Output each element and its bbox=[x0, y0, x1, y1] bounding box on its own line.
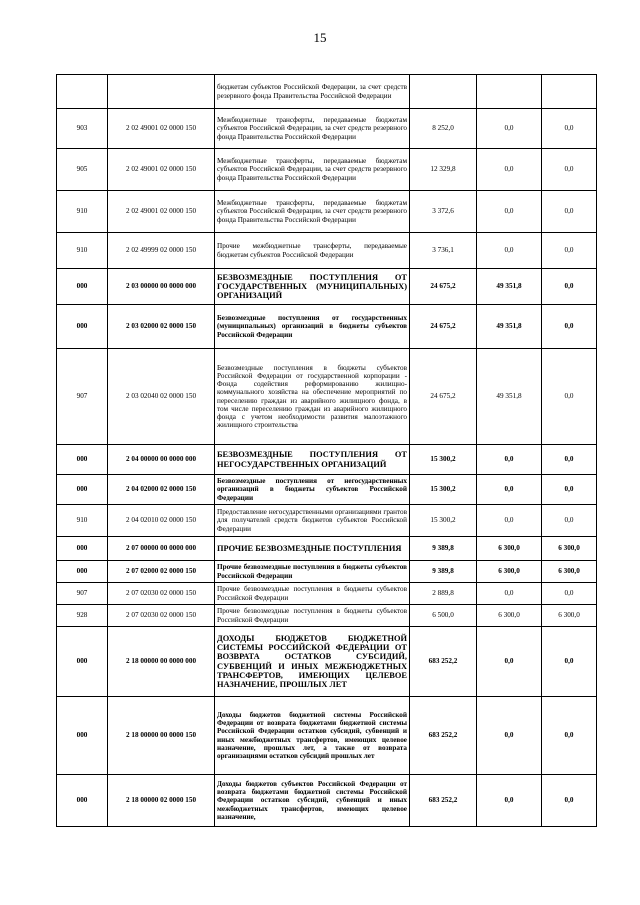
amount-year1-cell: 15 300,2 bbox=[410, 445, 477, 475]
amount-year2-cell: 0,0 bbox=[477, 233, 542, 269]
income-name-cell: БЕЗВОЗМЕЗДНЫЕ ПОСТУПЛЕНИЯ ОТ ГОСУДАРСТВЕННЫХ (МУНИЦИПАЛЬНЫХ) ОРГАНИЗАЦИЙ bbox=[215, 269, 410, 305]
table-row bbox=[57, 75, 597, 109]
amount-year3-cell: 0,0 bbox=[542, 269, 597, 305]
amount-year3-cell: 6 300,0 bbox=[542, 605, 597, 627]
admin-code-cell: 910 bbox=[57, 233, 108, 269]
budget-code-cell: 2 02 49001 02 0000 150 bbox=[108, 109, 215, 149]
income-name-cell: Прочие межбюджетные трансферты, передаваемые бюджетам субъектов Российской Федерации bbox=[215, 233, 410, 269]
admin-code-cell: 910 bbox=[57, 191, 108, 233]
amount-year2-cell: 0,0 bbox=[477, 775, 542, 827]
budget-code-cell: 2 03 02000 02 0000 150 bbox=[108, 305, 215, 349]
budget-code-cell: 2 18 00000 00 0000 150 bbox=[108, 697, 215, 775]
amount-year1-cell: 15 300,2 bbox=[410, 475, 477, 505]
amount-year3-cell: 0,0 bbox=[542, 109, 597, 149]
amount-year1-cell: 24 675,2 bbox=[410, 269, 477, 305]
amount-year2-cell: 0,0 bbox=[477, 583, 542, 605]
budget-code-cell: 2 07 00000 00 0000 000 bbox=[108, 537, 215, 561]
page-number: 15 bbox=[313, 30, 327, 45]
amount-year1-cell: 9 389,8 bbox=[410, 537, 477, 561]
table-row bbox=[57, 583, 597, 605]
income-name-cell: Доходы бюджетов субъектов Российской Федерации от возврата бюджетами бюджетной системы Российской Федерации остатков субсидий, субвенций и иных межбюджетных трансфертов, имеющих целевое назначение, bbox=[215, 775, 410, 827]
income-name-cell: Прочие безвозмездные поступления в бюджеты субъектов Российской Федерации bbox=[215, 605, 410, 627]
admin-code-cell: 000 bbox=[57, 627, 108, 697]
budget-code-cell: 2 03 00000 00 0000 000 bbox=[108, 269, 215, 305]
table-row bbox=[57, 305, 597, 349]
table-row bbox=[57, 605, 597, 627]
table-row bbox=[57, 109, 597, 149]
table-row bbox=[57, 475, 597, 505]
table-row bbox=[57, 349, 597, 445]
income-name-cell: Безвозмездные поступления от негосударственных организаций в бюджеты субъектов Российской Федерации bbox=[215, 475, 410, 505]
amount-year1-cell: 8 252,0 bbox=[410, 109, 477, 149]
budget-code-cell: 2 04 02010 02 0000 150 bbox=[108, 505, 215, 537]
amount-year2-cell: 0,0 bbox=[477, 627, 542, 697]
amount-year2-cell: 6 300,0 bbox=[477, 561, 542, 583]
admin-code-cell: 928 bbox=[57, 605, 108, 627]
income-name-cell: Прочие безвозмездные поступления в бюджеты субъектов Российской Федерации bbox=[215, 583, 410, 605]
income-name-cell: Безвозмездные поступления в бюджеты субъектов Российской Федерации от государственной корпорации - Фонда содействия реформированию жилищно-коммунального хозяйства на обеспечение мероприятий по переселению граждан из аварийного жилищного фонда, в том числе переселению граждан из аварийного жилищного фонда с учетом необходимости развития малоэтажного жилищного строительства bbox=[215, 349, 410, 445]
amount-year3-cell: 0,0 bbox=[542, 305, 597, 349]
amount-year1-cell: 24 675,2 bbox=[410, 349, 477, 445]
budget-code-cell: 2 02 49999 02 0000 150 bbox=[108, 233, 215, 269]
admin-code-cell: 000 bbox=[57, 475, 108, 505]
amount-year2-cell: 49 351,8 bbox=[477, 305, 542, 349]
amount-year1-cell: 3 736,1 bbox=[410, 233, 477, 269]
budget-code-cell bbox=[108, 75, 215, 109]
admin-code-cell: 907 bbox=[57, 583, 108, 605]
amount-year1-cell bbox=[410, 75, 477, 109]
budget-code-cell: 2 07 02030 02 0000 150 bbox=[108, 605, 215, 627]
income-name-cell: бюджетам субъектов Российской Федерации, за счет средств резервного фонда Правительства Российской Федерации bbox=[215, 75, 410, 109]
amount-year1-cell: 15 300,2 bbox=[410, 505, 477, 537]
income-name-cell: Межбюджетные трансферты, передаваемые бюджетам субъектов Российской Федерации, за счет средств резервного фонда Правительства Российской Федерации bbox=[215, 191, 410, 233]
budget-code-cell: 2 07 02000 02 0000 150 bbox=[108, 561, 215, 583]
table-row bbox=[57, 233, 597, 269]
income-name-cell: БЕЗВОЗМЕЗДНЫЕ ПОСТУПЛЕНИЯ ОТ НЕГОСУДАРСТВЕННЫХ ОРГАНИЗАЦИЙ bbox=[215, 445, 410, 475]
amount-year1-cell: 6 500,0 bbox=[410, 605, 477, 627]
table-row bbox=[57, 445, 597, 475]
amount-year2-cell: 49 351,8 bbox=[477, 349, 542, 445]
amount-year3-cell: 6 300,0 bbox=[542, 561, 597, 583]
income-name-cell: Безвозмездные поступления от государственных (муниципальных) организаций в бюджеты субъектов Российской Федерации bbox=[215, 305, 410, 349]
amount-year3-cell: 0,0 bbox=[542, 627, 597, 697]
admin-code-cell: 000 bbox=[57, 269, 108, 305]
admin-code-cell bbox=[57, 75, 108, 109]
table-row bbox=[57, 149, 597, 191]
amount-year1-cell: 683 252,2 bbox=[410, 775, 477, 827]
admin-code-cell: 903 bbox=[57, 109, 108, 149]
amount-year1-cell: 683 252,2 bbox=[410, 697, 477, 775]
amount-year3-cell bbox=[542, 75, 597, 109]
budget-code-cell: 2 18 00000 02 0000 150 bbox=[108, 775, 215, 827]
amount-year2-cell bbox=[477, 75, 542, 109]
admin-code-cell: 000 bbox=[57, 775, 108, 827]
budget-code-cell: 2 02 49001 02 0000 150 bbox=[108, 191, 215, 233]
table-row bbox=[57, 561, 597, 583]
amount-year3-cell: 0,0 bbox=[542, 697, 597, 775]
amount-year2-cell: 0,0 bbox=[477, 149, 542, 191]
amount-year3-cell: 0,0 bbox=[542, 505, 597, 537]
amount-year1-cell: 2 889,8 bbox=[410, 583, 477, 605]
amount-year3-cell: 0,0 bbox=[542, 583, 597, 605]
budget-revenue-table bbox=[56, 74, 597, 827]
table-row bbox=[57, 697, 597, 775]
amount-year3-cell: 0,0 bbox=[542, 191, 597, 233]
amount-year2-cell: 0,0 bbox=[477, 191, 542, 233]
income-name-cell: Предоставление негосударственными организациями грантов для получателей средств бюджетов субъектов Российской Федерации bbox=[215, 505, 410, 537]
amount-year1-cell: 3 372,6 bbox=[410, 191, 477, 233]
admin-code-cell: 000 bbox=[57, 561, 108, 583]
amount-year1-cell: 9 389,8 bbox=[410, 561, 477, 583]
amount-year3-cell: 0,0 bbox=[542, 233, 597, 269]
amount-year3-cell: 0,0 bbox=[542, 775, 597, 827]
budget-code-cell: 2 04 00000 00 0000 000 bbox=[108, 445, 215, 475]
amount-year3-cell: 0,0 bbox=[542, 149, 597, 191]
amount-year2-cell: 0,0 bbox=[477, 109, 542, 149]
amount-year3-cell: 0,0 bbox=[542, 445, 597, 475]
budget-code-cell: 2 18 00000 00 0000 000 bbox=[108, 627, 215, 697]
income-name-cell: ПРОЧИЕ БЕЗВОЗМЕЗДНЫЕ ПОСТУПЛЕНИЯ bbox=[215, 537, 410, 561]
admin-code-cell: 905 bbox=[57, 149, 108, 191]
table-row bbox=[57, 537, 597, 561]
amount-year1-cell: 683 252,2 bbox=[410, 627, 477, 697]
amount-year2-cell: 0,0 bbox=[477, 475, 542, 505]
table-row bbox=[57, 191, 597, 233]
amount-year3-cell: 0,0 bbox=[542, 475, 597, 505]
admin-code-cell: 910 bbox=[57, 505, 108, 537]
table-row bbox=[57, 269, 597, 305]
budget-code-cell: 2 04 02000 02 0000 150 bbox=[108, 475, 215, 505]
table-row bbox=[57, 627, 597, 697]
admin-code-cell: 000 bbox=[57, 445, 108, 475]
income-name-cell: Прочие безвозмездные поступления в бюджеты субъектов Российской Федерации bbox=[215, 561, 410, 583]
amount-year2-cell: 49 351,8 bbox=[477, 269, 542, 305]
budget-code-cell: 2 03 02040 02 0000 150 bbox=[108, 349, 215, 445]
amount-year2-cell: 0,0 bbox=[477, 697, 542, 775]
amount-year2-cell: 6 300,0 bbox=[477, 605, 542, 627]
admin-code-cell: 000 bbox=[57, 697, 108, 775]
table-row bbox=[57, 505, 597, 537]
table-row bbox=[57, 775, 597, 827]
amount-year2-cell: 6 300,0 bbox=[477, 537, 542, 561]
amount-year1-cell: 12 329,8 bbox=[410, 149, 477, 191]
budget-code-cell: 2 07 02030 02 0000 150 bbox=[108, 583, 215, 605]
amount-year3-cell: 6 300,0 bbox=[542, 537, 597, 561]
amount-year2-cell: 0,0 bbox=[477, 505, 542, 537]
amount-year1-cell: 24 675,2 bbox=[410, 305, 477, 349]
admin-code-cell: 000 bbox=[57, 305, 108, 349]
amount-year2-cell: 0,0 bbox=[477, 445, 542, 475]
income-name-cell: ДОХОДЫ БЮДЖЕТОВ БЮДЖЕТНОЙ СИСТЕМЫ РОССИЙСКОЙ ФЕДЕРАЦИИ ОТ ВОЗВРАТА ОСТАТКОВ СУБСИДИЙ, СУБВЕНЦИЙ И ИНЫХ МЕЖБЮДЖЕТНЫХ ТРАНСФЕРТОВ, ИМЕЮЩИХ ЦЕЛЕВОЕ НАЗНАЧЕНИЕ, ПРОШЛЫХ ЛЕТ bbox=[215, 627, 410, 697]
income-name-cell: Межбюджетные трансферты, передаваемые бюджетам субъектов Российской Федерации, за счет средств резервного фонда Правительства Российской Федерации bbox=[215, 149, 410, 191]
admin-code-cell: 907 bbox=[57, 349, 108, 445]
income-name-cell: Межбюджетные трансферты, передаваемые бюджетам субъектов Российской Федерации, за счет средств резервного фонда Правительства Российской Федерации bbox=[215, 109, 410, 149]
income-name-cell: Доходы бюджетов бюджетной системы Российской Федерации от возврата бюджетами бюджетной системы Российской Федерации остатков субсидий, субвенций и иных межбюджетных трансфертов, имеющих целевое назначение, прошлых лет, а также от возврата организациями остатков субсидий прошлых лет bbox=[215, 697, 410, 775]
amount-year3-cell: 0,0 bbox=[542, 349, 597, 445]
admin-code-cell: 000 bbox=[57, 537, 108, 561]
budget-code-cell: 2 02 49001 02 0000 150 bbox=[108, 149, 215, 191]
